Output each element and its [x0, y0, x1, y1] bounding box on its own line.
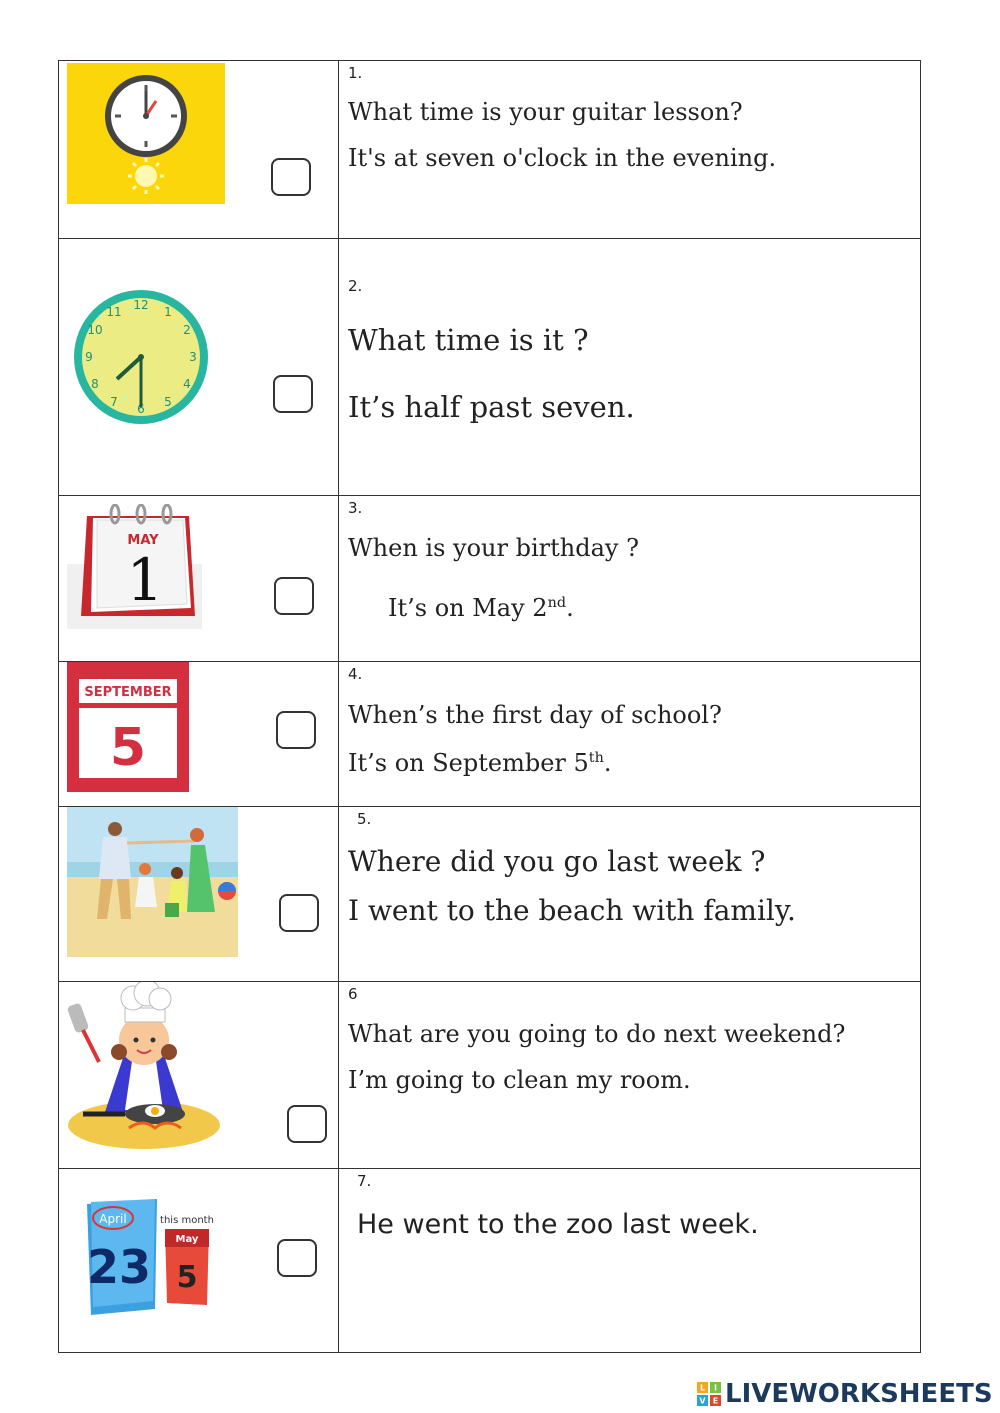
- question-text: When’s the first day of school?: [348, 701, 722, 729]
- clock-half-past-seven-picture: [73, 289, 209, 425]
- calendar-april-may-picture: [67, 1169, 227, 1339]
- calendar-day: 23: [86, 1240, 152, 1294]
- item-number: 2.: [348, 277, 363, 295]
- clock-day-picture: [67, 63, 225, 204]
- table-row: [59, 807, 920, 982]
- picture-cell: [59, 1169, 339, 1352]
- answer-text: I went to the beach with family.: [348, 894, 796, 927]
- text-cell: [339, 496, 920, 661]
- logo-letter: V: [699, 1396, 706, 1406]
- answer-text: It’s half past seven.: [348, 390, 635, 424]
- answer-checkbox-3[interactable]: [274, 577, 314, 615]
- answer-text: [348, 749, 612, 777]
- answer-main: It’s on September 5: [348, 749, 589, 777]
- question-text: What time is your guitar lesson?: [348, 98, 743, 126]
- answer-checkbox-7[interactable]: [277, 1239, 317, 1277]
- clock-number: 10: [87, 323, 103, 337]
- picture-cell: [59, 239, 339, 495]
- answer-ordinal: th: [588, 750, 604, 766]
- text-cell: [339, 982, 920, 1168]
- calendar-month: April: [99, 1212, 127, 1226]
- logo-letter: I: [714, 1383, 717, 1393]
- item-number: 3.: [348, 499, 363, 517]
- answer-text: [388, 594, 574, 622]
- table-row: [59, 239, 920, 496]
- question-text: What time is it ?: [348, 323, 589, 357]
- question-text: What are you going to do next weekend?: [348, 1020, 846, 1048]
- calendar-day: 5: [176, 1260, 198, 1295]
- table-row: [59, 1169, 920, 1352]
- answer-checkbox-5[interactable]: [279, 894, 319, 932]
- calendar-september-picture: [67, 662, 189, 792]
- item-number: 4.: [348, 665, 363, 683]
- answer-checkbox-6[interactable]: [287, 1105, 327, 1143]
- clock-number: 3: [189, 350, 197, 364]
- text-cell: [339, 1169, 920, 1352]
- clock-number: 1: [164, 305, 172, 319]
- clock-number: 5: [164, 395, 172, 409]
- logo-letter: E: [712, 1396, 719, 1406]
- calendar-month: MAY: [127, 533, 159, 548]
- item-number: 5.: [357, 810, 372, 828]
- worksheet-table: [58, 60, 921, 1353]
- answer-end: .: [603, 749, 612, 777]
- picture-cell: [59, 982, 339, 1168]
- text-cell: [339, 662, 920, 806]
- calendar-day: 1: [126, 546, 164, 614]
- family-beach-picture: [67, 807, 238, 957]
- picture-cell: [59, 61, 339, 238]
- picture-cell: [59, 496, 339, 661]
- item-number: 6: [348, 985, 358, 1003]
- answer-main: It’s on May 2: [388, 594, 548, 622]
- clock-number: 8: [91, 377, 99, 391]
- picture-cell: [59, 807, 339, 981]
- calendar-month: May: [175, 1234, 199, 1245]
- table-row: [59, 662, 920, 807]
- clock-number: 2: [183, 323, 191, 337]
- answer-ordinal: nd: [547, 595, 567, 611]
- item-number: 1.: [348, 64, 363, 82]
- answer-checkbox-4[interactable]: [276, 711, 316, 749]
- calendar-may-picture: [67, 504, 202, 629]
- question-text: When is your birthday ?: [348, 534, 639, 562]
- calendar-month: SEPTEMBER: [84, 685, 172, 700]
- text-cell: [339, 239, 920, 495]
- clock-number: 12: [133, 298, 149, 312]
- table-row: [59, 982, 920, 1169]
- calendar-day: 5: [109, 718, 147, 778]
- picture-cell: [59, 662, 339, 806]
- clock-number: 7: [110, 395, 118, 409]
- text-cell: [339, 807, 920, 981]
- table-row: [59, 61, 920, 239]
- liveworksheets-logo: [697, 1378, 993, 1410]
- calendar-caption: this month: [160, 1215, 214, 1226]
- girl-cooking-picture: [63, 982, 225, 1154]
- answer-end: .: [566, 594, 574, 622]
- text-cell: [339, 61, 920, 238]
- answer-text: It's at seven o'clock in the evening.: [348, 144, 777, 172]
- statement-text: He went to the zoo last week.: [357, 1209, 759, 1240]
- clock-number: 6: [137, 402, 145, 416]
- item-number: 7.: [357, 1172, 372, 1190]
- clock-number: 9: [85, 350, 93, 364]
- clock-number: 4: [183, 377, 191, 391]
- logo-icon: [697, 1382, 721, 1406]
- logo-letter: L: [699, 1383, 706, 1393]
- answer-checkbox-2[interactable]: [273, 375, 313, 413]
- answer-text: I’m going to clean my room.: [348, 1066, 691, 1094]
- logo-text: LIVEWORKSHEETS: [725, 1379, 993, 1409]
- clock-number: 11: [106, 305, 122, 319]
- table-row: [59, 496, 920, 662]
- question-text: Where did you go last week ?: [348, 845, 766, 878]
- answer-checkbox-1[interactable]: [271, 158, 311, 196]
